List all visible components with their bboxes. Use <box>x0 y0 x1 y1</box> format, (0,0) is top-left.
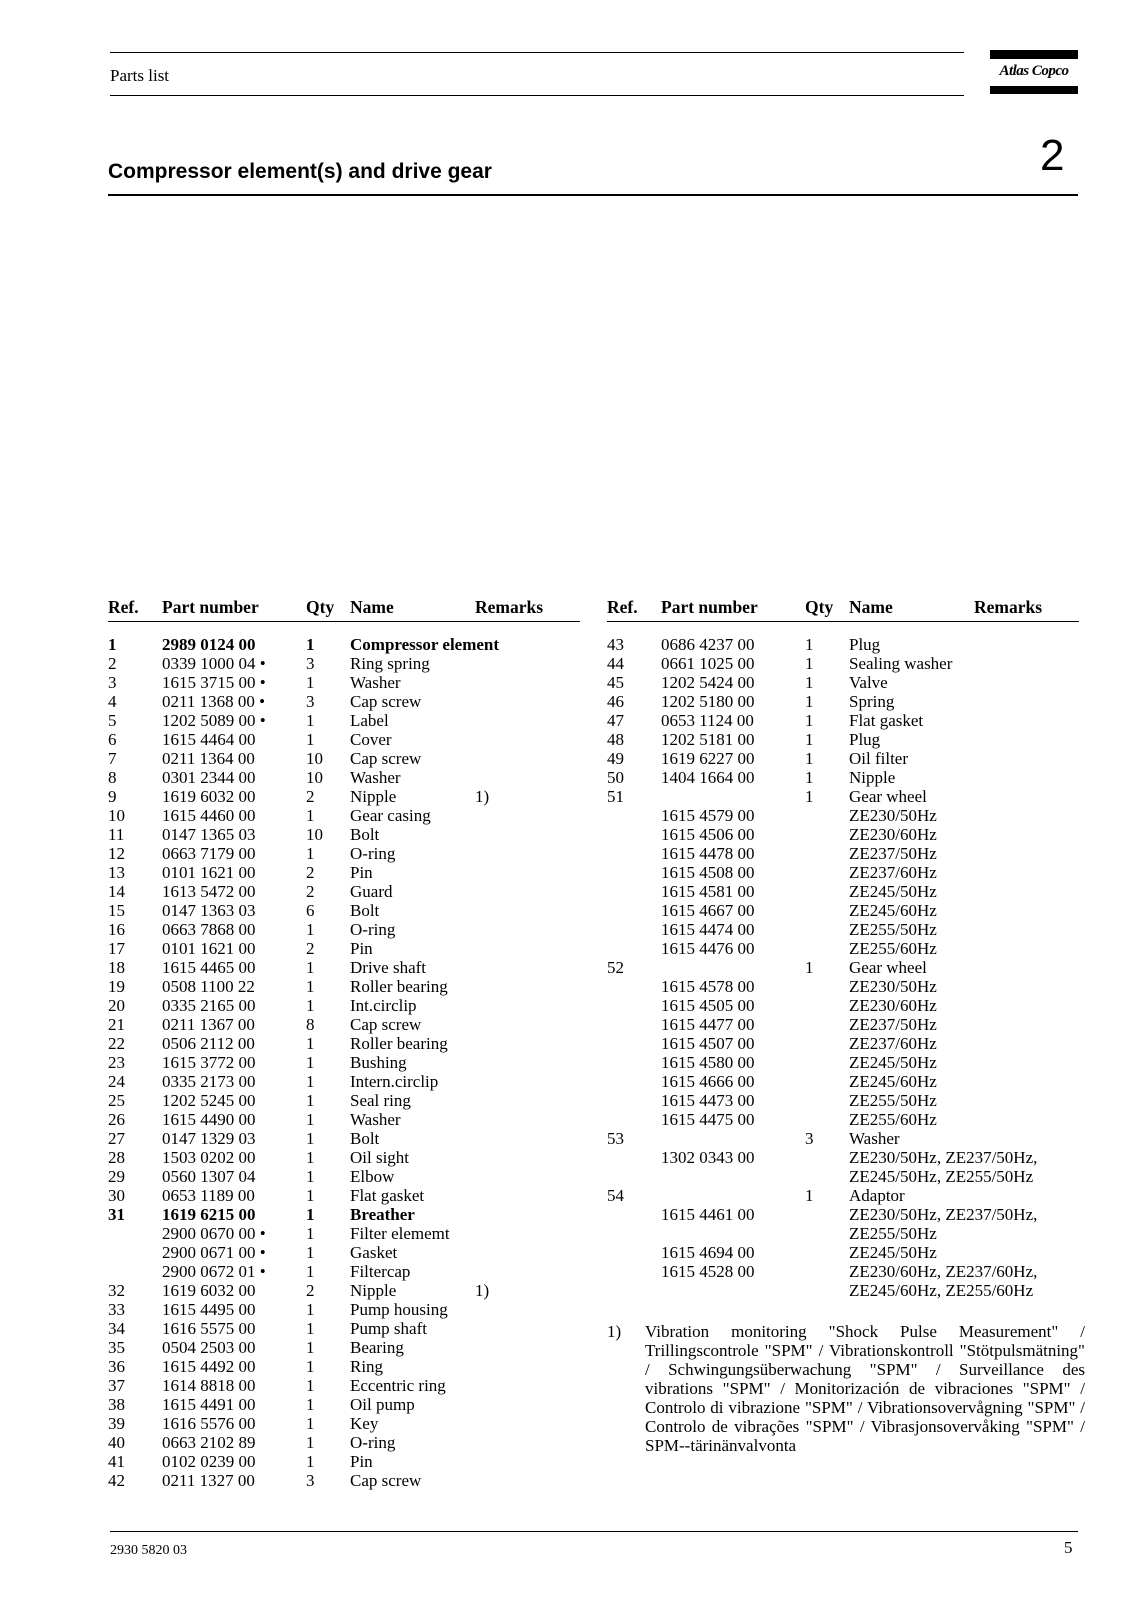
cell-qty: 1 <box>306 1243 315 1262</box>
cell-name: Bolt <box>350 825 380 844</box>
cell-part-number: 1615 4508 00 <box>661 863 755 882</box>
cell-ref: 39 <box>108 1414 125 1433</box>
cell-ref: 45 <box>607 673 624 692</box>
cell-part-number: 1302 0343 00 <box>661 1148 755 1167</box>
cell-ref: 22 <box>108 1034 125 1053</box>
cell-ref: 26 <box>108 1110 125 1129</box>
cell-ref: 38 <box>108 1395 125 1414</box>
cell-name: Flat gasket <box>350 1186 425 1205</box>
cell-part-number: 1615 4477 00 <box>661 1015 755 1034</box>
cell-ref: 34 <box>108 1319 125 1338</box>
cell-qty: 2 <box>306 939 315 958</box>
cell-name: ZE230/50Hz <box>849 977 937 996</box>
cell-ref: 44 <box>607 654 624 673</box>
cell-part-number: 1619 6227 00 <box>661 749 755 768</box>
cell-qty: 3 <box>306 654 315 673</box>
table-header-rule <box>607 621 1079 622</box>
cell-qty: 1 <box>306 920 315 939</box>
cell-ref: 29 <box>108 1167 125 1186</box>
cell-name: Valve <box>849 673 888 692</box>
cell-name: ZE255/50Hz <box>849 920 937 939</box>
cell-qty: 1 <box>306 1072 315 1091</box>
footnote-marker: 1) <box>607 1322 622 1341</box>
cell-part-number: 1615 4506 00 <box>661 825 755 844</box>
cell-name: ZE245/60Hz, ZE255/60Hz <box>849 1281 1034 1300</box>
cell-part-number: 0339 1000 04 • <box>162 654 266 673</box>
cell-ref: 12 <box>108 844 125 863</box>
cell-part-number: 0211 1327 00 <box>162 1471 255 1490</box>
cell-ref: 51 <box>607 787 624 806</box>
cell-part-number: 1615 4464 00 <box>162 730 256 749</box>
cell-name: ZE255/50Hz <box>849 1224 937 1243</box>
cell-ref: 20 <box>108 996 125 1015</box>
cell-name: ZE230/60Hz, ZE237/60Hz, <box>849 1262 1038 1281</box>
cell-qty: 2 <box>306 787 315 806</box>
cell-ref: 24 <box>108 1072 125 1091</box>
cell-ref: 36 <box>108 1357 125 1376</box>
cell-qty: 2 <box>306 882 315 901</box>
cell-qty: 1 <box>306 1414 315 1433</box>
cell-qty: 1 <box>306 996 315 1015</box>
cell-part-number: 0560 1307 04 <box>162 1167 256 1186</box>
cell-name: ZE237/50Hz <box>849 844 937 863</box>
cell-name: ZE230/60Hz <box>849 996 937 1015</box>
cell-ref: 3 <box>108 673 117 692</box>
cell-remarks: 1) <box>475 787 490 806</box>
cell-ref: 2 <box>108 654 117 673</box>
cell-name: Nipple <box>350 787 397 806</box>
cell-qty: 1 <box>306 1224 315 1243</box>
footer-rule <box>110 1531 1078 1532</box>
cell-part-number: 1202 5181 00 <box>661 730 755 749</box>
cell-qty: 1 <box>805 749 814 768</box>
cell-ref: 54 <box>607 1186 624 1205</box>
cell-name: Oil pump <box>350 1395 415 1414</box>
cell-qty: 6 <box>306 901 315 920</box>
cell-qty: 1 <box>805 730 814 749</box>
page-number: 5 <box>1064 1538 1073 1557</box>
cell-ref: 18 <box>108 958 125 977</box>
cell-part-number: 1615 3772 00 <box>162 1053 256 1072</box>
cell-ref: 30 <box>108 1186 125 1205</box>
cell-qty: 8 <box>306 1015 315 1034</box>
cell-part-number: 0301 2344 00 <box>162 768 256 787</box>
cell-name: ZE245/50Hz <box>849 1243 937 1262</box>
cell-part-number: 0335 2165 00 <box>162 996 256 1015</box>
cell-qty: 1 <box>805 635 814 654</box>
cell-qty: 1 <box>805 692 814 711</box>
cell-name: Plug <box>849 730 881 749</box>
cell-ref: 48 <box>607 730 624 749</box>
cell-name: O-ring <box>350 844 396 863</box>
cell-name: Label <box>350 711 389 730</box>
cell-name: Compressor element <box>350 635 500 654</box>
cell-name: Oil filter <box>849 749 909 768</box>
cell-part-number: 0653 1189 00 <box>162 1186 255 1205</box>
cell-part-number: 1615 4461 00 <box>661 1205 755 1224</box>
cell-ref: 31 <box>108 1205 125 1224</box>
header-part-number: Part number <box>661 597 758 617</box>
cell-part-number: 0506 2112 00 <box>162 1034 255 1053</box>
cell-part-number: 0147 1363 03 <box>162 901 256 920</box>
cell-name: Gasket <box>350 1243 398 1262</box>
cell-name: ZE255/60Hz <box>849 1110 937 1129</box>
cell-name: ZE255/50Hz <box>849 1091 937 1110</box>
cell-qty: 1 <box>306 1319 315 1338</box>
cell-ref: 1 <box>108 635 117 654</box>
cell-qty: 1 <box>306 1053 315 1072</box>
cell-qty: 1 <box>306 1300 315 1319</box>
cell-part-number: 1202 5245 00 <box>162 1091 256 1110</box>
cell-part-number: 1202 5180 00 <box>661 692 755 711</box>
cell-name: Ring spring <box>350 654 430 673</box>
cell-name: Intern.circlip <box>350 1072 439 1091</box>
cell-part-number: 1615 4579 00 <box>661 806 755 825</box>
cell-ref: 25 <box>108 1091 125 1110</box>
cell-part-number: 0147 1329 03 <box>162 1129 256 1148</box>
header-name: Name <box>350 597 394 617</box>
cell-part-number: 0335 2173 00 <box>162 1072 256 1091</box>
cell-ref: 50 <box>607 768 624 787</box>
header-bottom-rule <box>110 95 964 96</box>
cell-ref: 28 <box>108 1148 125 1167</box>
cell-part-number: 1615 4505 00 <box>661 996 755 1015</box>
cell-name: Gear wheel <box>849 787 927 806</box>
cell-name: Pin <box>350 939 373 958</box>
cell-qty: 1 <box>805 673 814 692</box>
cell-qty: 3 <box>306 1471 315 1490</box>
cell-qty: 10 <box>306 749 323 768</box>
cell-part-number: 0663 7179 00 <box>162 844 256 863</box>
cell-qty: 1 <box>306 1452 315 1471</box>
cell-ref: 35 <box>108 1338 125 1357</box>
cell-qty: 1 <box>805 958 814 977</box>
cell-name: Filtercap <box>350 1262 411 1281</box>
cell-qty: 1 <box>306 711 315 730</box>
cell-qty: 1 <box>306 1262 315 1281</box>
cell-part-number: 2900 0671 00 • <box>162 1243 266 1262</box>
cell-name: Breather <box>350 1205 415 1224</box>
cell-name: Eccentric ring <box>350 1376 446 1395</box>
cell-qty: 1 <box>306 1205 315 1224</box>
cell-name: Spring <box>849 692 895 711</box>
cell-name: ZE237/60Hz <box>849 1034 937 1053</box>
cell-ref: 33 <box>108 1300 125 1319</box>
cell-ref: 40 <box>108 1433 125 1452</box>
cell-part-number: 1615 4507 00 <box>661 1034 755 1053</box>
parts-table-left <box>108 597 580 1497</box>
cell-qty: 1 <box>805 768 814 787</box>
cell-name: Flat gasket <box>849 711 924 730</box>
cell-part-number: 0508 1100 22 <box>162 977 255 996</box>
cell-qty: 10 <box>306 768 323 787</box>
cell-part-number: 1615 4666 00 <box>661 1072 755 1091</box>
cell-qty: 1 <box>306 1091 315 1110</box>
brand-name: Atlas Copco <box>999 63 1069 79</box>
cell-part-number: 0211 1368 00 • <box>162 692 266 711</box>
cell-name: ZE245/50Hz, ZE255/50Hz <box>849 1167 1034 1186</box>
cell-ref: 41 <box>108 1452 125 1471</box>
cell-name: Elbow <box>350 1167 395 1186</box>
cell-name: Bearing <box>350 1338 404 1357</box>
cell-ref: 52 <box>607 958 624 977</box>
cell-name: Ring <box>350 1357 384 1376</box>
cell-ref: 37 <box>108 1376 125 1395</box>
cell-qty: 1 <box>306 977 315 996</box>
cell-part-number: 0504 2503 00 <box>162 1338 256 1357</box>
cell-part-number: 2900 0670 00 • <box>162 1224 266 1243</box>
cell-part-number: 0211 1364 00 <box>162 749 255 768</box>
cell-qty: 1 <box>306 673 315 692</box>
cell-ref: 19 <box>108 977 125 996</box>
cell-part-number: 1202 5424 00 <box>661 673 755 692</box>
cell-part-number: 1615 4474 00 <box>661 920 755 939</box>
footnote-text: Vibration monitoring "Shock Pulse Measurement" / Trillingscontrole "SPM" / Vibrationskontroll "Stötpulsmätning" / Schwingungsüberwachung "SPM" / Surveillance des vibrations "SPM" / Monitorización de vibraciones "SPM" / Controlo di vibrazione "SPM" / Vibrationsovervågning "SPM" / Controlo de vibrações "SPM" / Vibrasjonsovervåking "SPM" / SPM--tärinänvalvonta <box>645 1322 1085 1455</box>
cell-remarks: 1) <box>475 1281 490 1300</box>
cell-name: Pin <box>350 863 373 882</box>
cell-part-number: 0661 1025 00 <box>661 654 755 673</box>
cell-ref: 8 <box>108 768 117 787</box>
header-qty: Qty <box>306 597 335 617</box>
cell-name: Bolt <box>350 1129 380 1148</box>
header-part-number: Part number <box>162 597 259 617</box>
cell-name: Cap screw <box>350 692 422 711</box>
cell-qty: 1 <box>306 958 315 977</box>
cell-part-number: 1613 5472 00 <box>162 882 256 901</box>
cell-part-number: 0686 4237 00 <box>661 635 755 654</box>
cell-part-number: 0663 7868 00 <box>162 920 256 939</box>
cell-part-number: 1615 4478 00 <box>661 844 755 863</box>
cell-ref: 43 <box>607 635 624 654</box>
cell-qty: 1 <box>805 711 814 730</box>
cell-part-number: 1616 5575 00 <box>162 1319 256 1338</box>
cell-part-number: 1202 5089 00 • <box>162 711 266 730</box>
cell-part-number: 1619 6032 00 <box>162 1281 256 1300</box>
cell-name: Adaptor <box>849 1186 905 1205</box>
cell-name: Pin <box>350 1452 373 1471</box>
cell-name: ZE245/60Hz <box>849 901 937 920</box>
cell-part-number: 1615 4495 00 <box>162 1300 256 1319</box>
cell-ref: 16 <box>108 920 125 939</box>
cell-qty: 1 <box>306 1357 315 1376</box>
cell-part-number: 1615 4465 00 <box>162 958 256 977</box>
cell-name: Cap screw <box>350 1015 422 1034</box>
cell-name: O-ring <box>350 920 396 939</box>
cell-ref: 11 <box>108 825 125 844</box>
cell-name: ZE230/50Hz, ZE237/50Hz, <box>849 1205 1038 1224</box>
cell-part-number: 1615 3715 00 • <box>162 673 266 692</box>
cell-part-number: 1615 4492 00 <box>162 1357 256 1376</box>
cell-qty: 1 <box>306 1338 315 1357</box>
cell-name: Sealing washer <box>849 654 953 673</box>
cell-qty: 10 <box>306 825 323 844</box>
cell-name: Bushing <box>350 1053 407 1072</box>
cell-ref: 42 <box>108 1471 125 1490</box>
cell-ref: 10 <box>108 806 125 825</box>
cell-part-number: 1614 8818 00 <box>162 1376 256 1395</box>
cell-qty: 1 <box>306 730 315 749</box>
cell-name: Washer <box>350 1110 401 1129</box>
cell-name: Washer <box>849 1129 900 1148</box>
cell-qty: 3 <box>306 692 315 711</box>
cell-qty: 1 <box>306 1433 315 1452</box>
cell-part-number: 0663 2102 89 <box>162 1433 256 1452</box>
cell-part-number: 1619 6215 00 <box>162 1205 256 1224</box>
cell-qty: 1 <box>306 1395 315 1414</box>
cell-ref: 6 <box>108 730 117 749</box>
cell-qty: 1 <box>306 1186 315 1205</box>
cell-name: ZE255/60Hz <box>849 939 937 958</box>
cell-name: Plug <box>849 635 881 654</box>
table-header-rule <box>108 621 580 622</box>
cell-qty: 1 <box>306 635 315 654</box>
cell-name: Washer <box>350 768 401 787</box>
cell-part-number: 1404 1664 00 <box>661 768 755 787</box>
cell-ref: 15 <box>108 901 125 920</box>
cell-name: ZE245/50Hz <box>849 1053 937 1072</box>
section-label: Parts list <box>110 66 170 85</box>
cell-ref: 27 <box>108 1129 125 1148</box>
header-remarks: Remarks <box>974 597 1043 617</box>
cell-part-number: 2900 0672 01 • <box>162 1262 266 1281</box>
cell-name: ZE245/60Hz <box>849 1072 937 1091</box>
cell-ref: 32 <box>108 1281 125 1300</box>
cell-name: Nipple <box>849 768 896 787</box>
cell-part-number: 1503 0202 00 <box>162 1148 256 1167</box>
cell-name: Int.circlip <box>350 996 417 1015</box>
cell-qty: 1 <box>306 1167 315 1186</box>
cell-ref: 49 <box>607 749 624 768</box>
cell-part-number: 0102 0239 00 <box>162 1452 256 1471</box>
cell-qty: 1 <box>805 1186 814 1205</box>
header-name: Name <box>849 597 893 617</box>
cell-name: Seal ring <box>350 1091 411 1110</box>
cell-ref: 47 <box>607 711 624 730</box>
cell-ref: 21 <box>108 1015 125 1034</box>
cell-name: Nipple <box>350 1281 397 1300</box>
chapter-number: 2 <box>1040 131 1065 180</box>
cell-ref: 7 <box>108 749 117 768</box>
cell-part-number: 0101 1621 00 <box>162 863 256 882</box>
cell-part-number: 0211 1367 00 <box>162 1015 255 1034</box>
cell-part-number: 1615 4528 00 <box>661 1262 755 1281</box>
cell-name: Guard <box>350 882 393 901</box>
cell-name: Oil sight <box>350 1148 410 1167</box>
cell-part-number: 1615 4476 00 <box>661 939 755 958</box>
cell-name: Gear casing <box>350 806 431 825</box>
cell-ref: 46 <box>607 692 624 711</box>
cell-qty: 2 <box>306 1281 315 1300</box>
cell-name: Gear wheel <box>849 958 927 977</box>
cell-ref: 9 <box>108 787 117 806</box>
cell-qty: 1 <box>306 1129 315 1148</box>
cell-name: Filter elememt <box>350 1224 450 1243</box>
cell-ref: 13 <box>108 863 125 882</box>
cell-part-number: 0653 1124 00 <box>661 711 754 730</box>
cell-ref: 23 <box>108 1053 125 1072</box>
cell-qty: 3 <box>805 1129 814 1148</box>
cell-part-number: 1615 4491 00 <box>162 1395 256 1414</box>
cell-part-number: 1616 5576 00 <box>162 1414 256 1433</box>
header-qty: Qty <box>805 597 834 617</box>
cell-ref: 53 <box>607 1129 624 1148</box>
cell-qty: 1 <box>805 654 814 673</box>
header-top-rule <box>110 52 964 53</box>
cell-part-number: 1615 4460 00 <box>162 806 256 825</box>
cell-name: ZE230/60Hz <box>849 825 937 844</box>
cell-part-number: 1615 4473 00 <box>661 1091 755 1110</box>
parts-table-right <box>607 597 1085 1497</box>
header-ref: Ref. <box>108 597 139 617</box>
cell-name: Pump shaft <box>350 1319 427 1338</box>
cell-name: ZE245/50Hz <box>849 882 937 901</box>
cell-name: Pump housing <box>350 1300 448 1319</box>
cell-qty: 1 <box>805 787 814 806</box>
cell-qty: 1 <box>306 1148 315 1167</box>
cell-part-number: 1615 4475 00 <box>661 1110 755 1129</box>
cell-qty: 2 <box>306 863 315 882</box>
cell-name: Roller bearing <box>350 977 448 996</box>
header-remarks: Remarks <box>475 597 544 617</box>
cell-part-number: 1615 4581 00 <box>661 882 755 901</box>
cell-part-number: 1615 4580 00 <box>661 1053 755 1072</box>
cell-name: Cover <box>350 730 392 749</box>
cell-ref: 14 <box>108 882 125 901</box>
cell-name: Key <box>350 1414 379 1433</box>
cell-name: ZE237/60Hz <box>849 863 937 882</box>
cell-name: Drive shaft <box>350 958 427 977</box>
cell-part-number: 0101 1621 00 <box>162 939 256 958</box>
cell-part-number: 1615 4694 00 <box>661 1243 755 1262</box>
cell-ref: 4 <box>108 692 117 711</box>
cell-name: ZE230/50Hz, ZE237/50Hz, <box>849 1148 1038 1167</box>
cell-name: ZE237/50Hz <box>849 1015 937 1034</box>
cell-part-number: 2989 0124 00 <box>162 635 256 654</box>
title-rule <box>108 194 1078 196</box>
cell-name: Cap screw <box>350 749 422 768</box>
cell-name: Washer <box>350 673 401 692</box>
cell-qty: 1 <box>306 1034 315 1053</box>
cell-name: Roller bearing <box>350 1034 448 1053</box>
cell-part-number: 1615 4667 00 <box>661 901 755 920</box>
cell-qty: 1 <box>306 844 315 863</box>
cell-name: Cap screw <box>350 1471 422 1490</box>
cell-name: Bolt <box>350 901 380 920</box>
cell-part-number: 1619 6032 00 <box>162 787 256 806</box>
document-number: 2930 5820 03 <box>110 1543 187 1558</box>
atlas-copco-logo <box>990 50 1078 94</box>
cell-ref: 5 <box>108 711 117 730</box>
cell-ref: 17 <box>108 939 125 958</box>
cell-part-number: 1615 4490 00 <box>162 1110 256 1129</box>
cell-name: ZE230/50Hz <box>849 806 937 825</box>
cell-qty: 1 <box>306 806 315 825</box>
cell-qty: 1 <box>306 1110 315 1129</box>
cell-part-number: 0147 1365 03 <box>162 825 256 844</box>
cell-part-number: 1615 4578 00 <box>661 977 755 996</box>
header-ref: Ref. <box>607 597 638 617</box>
cell-name: O-ring <box>350 1433 396 1452</box>
cell-qty: 1 <box>306 1376 315 1395</box>
page-title: Compressor element(s) and drive gear <box>108 160 492 183</box>
